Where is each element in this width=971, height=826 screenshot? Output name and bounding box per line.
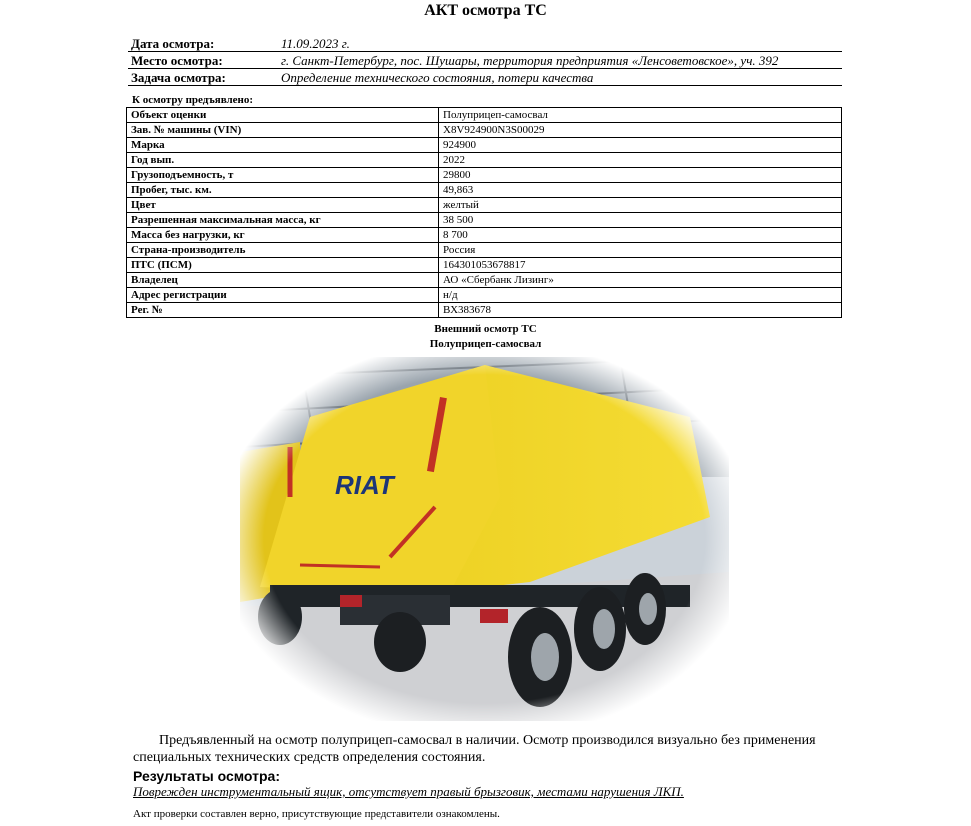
place-label: Место осмотра: bbox=[128, 52, 278, 69]
photo-caption-line2: Полуприцеп-самосвал bbox=[429, 338, 542, 350]
detail-value: 29800 bbox=[439, 168, 842, 183]
detail-value: 8 700 bbox=[439, 228, 842, 243]
detail-value: 164301053678817 bbox=[439, 258, 842, 273]
vehicle-details-table bbox=[126, 107, 842, 318]
table-row bbox=[127, 228, 842, 243]
detail-value: X8V924900N3S00029 bbox=[439, 123, 842, 138]
detail-value: 2022 bbox=[439, 153, 842, 168]
table-row bbox=[127, 213, 842, 228]
detail-key: Цвет bbox=[127, 198, 439, 213]
table-row bbox=[127, 123, 842, 138]
results-title: Результаты осмотра: bbox=[133, 768, 280, 784]
photo-vignette bbox=[240, 357, 729, 721]
detail-key: Объект оценки bbox=[127, 108, 439, 123]
detail-value: н/д bbox=[439, 288, 842, 303]
task-value: Определение технического состояния, потери качества bbox=[278, 69, 842, 86]
table-row bbox=[127, 138, 842, 153]
detail-value: 924900 bbox=[439, 138, 842, 153]
detail-key: Разрешенная максимальная масса, кг bbox=[127, 213, 439, 228]
results-text: Поврежден инструментальный ящик, отсутствует правый брызговик, местами нарушения ЛКП. bbox=[133, 784, 684, 799]
table-row bbox=[127, 198, 842, 213]
table-row bbox=[127, 288, 842, 303]
detail-value: 49,863 bbox=[439, 183, 842, 198]
detail-key: Масса без нагрузки, кг bbox=[127, 228, 439, 243]
detail-key: ПТС (ПСМ) bbox=[127, 258, 439, 273]
table-row bbox=[127, 168, 842, 183]
inspection-header-table bbox=[128, 35, 842, 86]
detail-key: Адрес регистрации bbox=[127, 288, 439, 303]
detail-value: ВХ383678 bbox=[439, 303, 842, 318]
detail-key: Год вып. bbox=[127, 153, 439, 168]
detail-key: Владелец bbox=[127, 273, 439, 288]
header-row-date bbox=[128, 35, 842, 52]
detail-key: Рег. № bbox=[127, 303, 439, 318]
table-row bbox=[127, 243, 842, 258]
table-row bbox=[127, 273, 842, 288]
task-label: Задача осмотра: bbox=[128, 69, 278, 86]
detail-value: желтый bbox=[439, 198, 842, 213]
detail-key: Страна-производитель bbox=[127, 243, 439, 258]
detail-key: Зав. № машины (VIN) bbox=[127, 123, 439, 138]
inspection-paragraph: Предъявленный на осмотр полуприцеп-самосвал в наличии. Осмотр производился визуально без применения специальных технических средств определения состояния. bbox=[133, 733, 816, 765]
table-row bbox=[127, 108, 842, 123]
header-row-place bbox=[128, 52, 842, 69]
detail-value: АО «Сбербанк Лизинг» bbox=[439, 273, 842, 288]
detail-key: Марка bbox=[127, 138, 439, 153]
date-label: Дата осмотра: bbox=[128, 35, 278, 52]
table-row bbox=[127, 258, 842, 273]
header-row-task bbox=[128, 69, 842, 86]
place-value: г. Санкт-Петербург, пос. Шушары, территория предприятия «Ленсоветовское», уч. 392 bbox=[278, 52, 842, 69]
detail-key: Грузоподъемность, т bbox=[127, 168, 439, 183]
detail-key: Пробег, тыс. км. bbox=[127, 183, 439, 198]
detail-value: Полуприцеп-самосвал bbox=[439, 108, 842, 123]
photo-caption-line1: Внешний осмотр ТС bbox=[434, 323, 537, 335]
table-row bbox=[127, 183, 842, 198]
table-row bbox=[127, 303, 842, 318]
footer-note: Акт проверки составлен верно, присутствующие представители ознакомлены. bbox=[133, 808, 500, 820]
detail-value: 38 500 bbox=[439, 213, 842, 228]
trailer-photo bbox=[240, 357, 729, 721]
presented-label: К осмотру предъявлено: bbox=[132, 94, 254, 106]
detail-value: Россия bbox=[439, 243, 842, 258]
table-row bbox=[127, 153, 842, 168]
date-value: 11.09.2023 г. bbox=[278, 35, 842, 52]
document-title: АКТ осмотра ТС bbox=[424, 2, 547, 19]
